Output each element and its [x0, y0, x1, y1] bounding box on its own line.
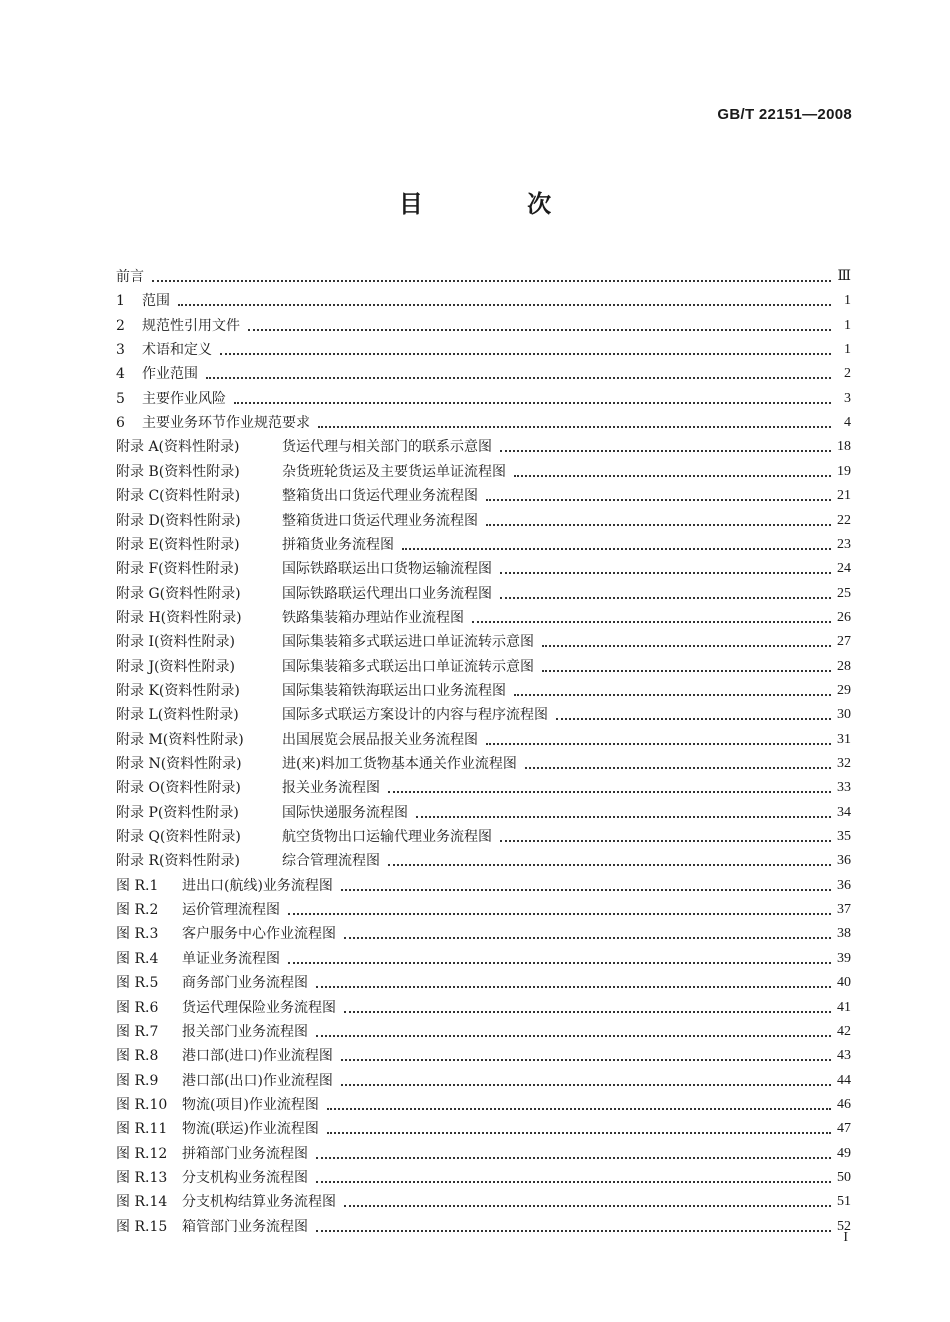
toc-entry[interactable]: [116, 1114, 851, 1138]
toc-entry-label: 拼箱货业务流程图: [282, 536, 394, 553]
toc-entry-label: 物流(联运)作业流程图: [182, 1121, 319, 1138]
toc-entry-page: 18: [837, 439, 851, 455]
toc-entry[interactable]: [116, 1041, 851, 1065]
toc-entry-label: 铁路集装箱办理站作业流程图: [282, 609, 464, 626]
toc-entry-page: Ⅲ: [837, 269, 851, 284]
toc-entry-page: 3: [844, 390, 851, 406]
dot-leader: [344, 1204, 831, 1207]
dot-leader: [402, 547, 831, 550]
toc-entry-label: 规范性引用文件: [142, 317, 240, 334]
toc-entry-label: 商务部门业务流程图: [182, 975, 308, 992]
toc-entry-number: 附录 F(资料性附录): [116, 561, 240, 578]
toc-entry-label: 国际多式联运方案设计的内容与程序流程图: [282, 707, 548, 724]
toc-entry-label: 前言: [116, 269, 144, 285]
toc-entry-label: 主要作业风险: [142, 390, 226, 407]
toc-entry[interactable]: [116, 652, 851, 676]
toc-entry-label: 箱管部门业务流程图: [182, 1218, 308, 1235]
toc-entry-number: 图 R.11: [116, 1121, 168, 1138]
dot-leader: [341, 1058, 831, 1061]
toc-entry-number: 图 R.5: [116, 975, 159, 992]
toc-entry-page: 36: [837, 853, 851, 869]
toc-entry-page: 29: [837, 682, 851, 698]
toc-entry-number: 附录 H(资料性附录): [116, 609, 242, 626]
dot-leader: [248, 328, 831, 331]
toc-entry-number: 4: [116, 366, 125, 383]
toc-entry[interactable]: [116, 1212, 851, 1236]
toc-entry-page: 26: [837, 609, 851, 625]
toc-entry-number: 附录 L(资料性附录): [116, 707, 239, 724]
toc-entry-label: 国际集装箱多式联运出口单证流转示意图: [282, 658, 534, 675]
toc-entry[interactable]: [116, 603, 851, 627]
toc-entry[interactable]: [116, 919, 851, 943]
toc-entry-page: 1: [844, 317, 851, 333]
toc-entry-number: 6: [116, 415, 125, 432]
toc-entry-page: 28: [837, 658, 851, 674]
toc-entry-label: 客户服务中心作业流程图: [182, 926, 336, 943]
toc-entry-number: 图 R.8: [116, 1048, 159, 1065]
dot-leader: [327, 1107, 831, 1110]
toc-entry-number: 2: [116, 317, 125, 334]
toc-entry[interactable]: [116, 700, 851, 724]
dot-leader: [316, 1180, 831, 1183]
toc-entry-page: 42: [837, 1023, 851, 1039]
toc-entry-page: 1: [844, 342, 851, 358]
toc-entry-page: 47: [837, 1121, 851, 1137]
toc-entry-label: 分支机构业务流程图: [182, 1169, 308, 1186]
toc-entry-number: 附录 E(资料性附录): [116, 536, 240, 553]
toc-entry-label: 国际铁路联运代理出口业务流程图: [282, 585, 492, 602]
toc-entry-label: 国际集装箱铁海联运出口业务流程图: [282, 682, 506, 699]
toc-entry-number: 图 R.14: [116, 1194, 168, 1211]
toc-entry[interactable]: [116, 384, 851, 408]
toc-entry[interactable]: [116, 506, 851, 530]
toc-entry-label: 术语和定义: [142, 342, 212, 359]
toc-entry[interactable]: [116, 627, 851, 651]
dot-leader: [341, 888, 831, 891]
dot-leader: [472, 620, 831, 623]
dot-leader: [500, 596, 831, 599]
toc-entry-number: 图 R.2: [116, 902, 159, 919]
toc-entry-number: 附录 D(资料性附录): [116, 512, 241, 529]
toc-entry-number: 附录 M(资料性附录): [116, 731, 244, 748]
dot-leader: [318, 425, 831, 428]
dot-leader: [178, 303, 831, 306]
dot-leader: [288, 912, 831, 915]
toc-entry[interactable]: [116, 262, 851, 286]
toc-entry-label: 整箱货进口货运代理业务流程图: [282, 512, 478, 529]
toc-entry[interactable]: [116, 993, 851, 1017]
toc-entry[interactable]: [116, 579, 851, 603]
toc-entry-label: 整箱货出口货运代理业务流程图: [282, 488, 478, 505]
toc-entry-label: 分支机构结算业务流程图: [182, 1194, 336, 1211]
dot-leader: [234, 401, 831, 404]
toc-entry-page: 39: [837, 950, 851, 966]
dot-leader: [220, 352, 831, 355]
toc-entry-page: 38: [837, 926, 851, 942]
toc-entry-label: 报关业务流程图: [282, 780, 380, 797]
toc-entry-label: 综合管理流程图: [282, 853, 380, 870]
toc-entry-number: 附录 I(资料性附录): [116, 634, 235, 651]
toc-entry-number: 图 R.1: [116, 877, 159, 894]
toc-entry[interactable]: [116, 1163, 851, 1187]
toc-entry-number: 附录 G(资料性附录): [116, 585, 241, 602]
toc-entry-label: 出国展览会展品报关业务流程图: [282, 731, 478, 748]
toc-entry-page: 27: [837, 634, 851, 650]
toc-entry-page: 19: [837, 463, 851, 479]
toc-entry-page: 22: [837, 512, 851, 528]
dot-leader: [416, 815, 831, 818]
toc-entry-label: 进出口(航线)业务流程图: [182, 877, 333, 894]
toc-entry-page: 51: [837, 1194, 851, 1210]
dot-leader: [486, 742, 831, 745]
toc-entry-label: 港口部(进口)作业流程图: [182, 1048, 333, 1065]
dot-leader: [542, 669, 831, 672]
dot-leader: [327, 1131, 831, 1134]
page-number: I: [843, 1230, 848, 1245]
dot-leader: [288, 961, 831, 964]
dot-leader: [500, 571, 831, 574]
toc-entry-label: 货运代理保险业务流程图: [182, 999, 336, 1016]
toc-entry[interactable]: [116, 554, 851, 578]
toc-entry-label: 主要业务环节作业规范要求: [142, 415, 310, 432]
toc-entry-number: 图 R.3: [116, 926, 159, 943]
dot-leader: [486, 523, 831, 526]
toc-entry-label: 作业范围: [142, 366, 198, 383]
toc-entry[interactable]: [116, 530, 851, 554]
dot-leader: [341, 1083, 831, 1086]
toc-entry-page: 43: [837, 1048, 851, 1064]
dot-leader: [316, 1034, 831, 1037]
toc-entry-page: 24: [837, 561, 851, 577]
toc-entry-label: 港口部(出口)作业流程图: [182, 1072, 333, 1089]
toc-entry-page: 32: [837, 756, 851, 771]
toc-entry-page: 34: [837, 804, 851, 820]
toc-entry[interactable]: [116, 359, 851, 383]
toc-entry[interactable]: [116, 968, 851, 992]
dot-leader: [556, 717, 831, 720]
toc-entry-page: 50: [837, 1169, 851, 1185]
toc-entry-label: 单证业务流程图: [182, 950, 280, 967]
toc-entry-label: 国际铁路联运出口货物运输流程图: [282, 561, 492, 578]
toc-entry-label: 拼箱部门业务流程图: [182, 1145, 308, 1162]
toc-entry[interactable]: [116, 749, 851, 773]
toc-entry-number: 图 R.7: [116, 1023, 159, 1040]
toc-entry[interactable]: [116, 311, 851, 335]
toc-entry-label: 货运代理与相关部门的联系示意图: [282, 439, 492, 456]
toc-entry-page: 44: [837, 1072, 851, 1088]
toc-entry[interactable]: [116, 1090, 851, 1114]
toc-entry-page: 40: [837, 975, 851, 991]
toc-entry-page: 31: [837, 731, 851, 747]
toc-entry[interactable]: [116, 432, 851, 456]
toc-entry[interactable]: [116, 1187, 851, 1211]
toc-entry[interactable]: [116, 895, 851, 919]
dot-leader: [514, 474, 831, 477]
dot-leader: [316, 1229, 831, 1232]
toc-entry-number: 图 R.10: [116, 1096, 168, 1113]
toc-entry-number: 附录 N(资料性附录): [116, 756, 242, 772]
toc-entry-number: 图 R.4: [116, 950, 159, 967]
toc-entry[interactable]: [116, 944, 851, 968]
dot-leader: [388, 863, 831, 866]
toc-entry-number: 附录 P(资料性附录): [116, 804, 239, 821]
toc-entry-number: 附录 A(资料性附录): [116, 439, 240, 456]
toc-entry[interactable]: [116, 1066, 851, 1090]
toc-entry-page: 23: [837, 536, 851, 552]
toc-entry-page: 4: [844, 415, 851, 431]
toc-entry[interactable]: [116, 676, 851, 700]
dot-leader: [316, 1156, 831, 1159]
toc-entry[interactable]: [116, 335, 851, 359]
toc-entry-number: 附录 O(资料性附录): [116, 780, 241, 797]
toc-entry[interactable]: [116, 725, 851, 749]
toc-entry-number: 附录 K(资料性附录): [116, 682, 240, 699]
toc-entry-page: 33: [837, 780, 851, 796]
toc-entry-label: 物流(项目)作业流程图: [182, 1096, 319, 1113]
toc-entry-page: 41: [837, 999, 851, 1015]
toc-entry-label: 运价管理流程图: [182, 902, 280, 919]
dot-leader: [344, 1010, 831, 1013]
toc-entry[interactable]: [116, 481, 851, 505]
toc-entry-page: 2: [844, 366, 851, 382]
toc-entry-number: 图 R.15: [116, 1218, 168, 1235]
toc-entry-number: 附录 J(资料性附录): [116, 658, 235, 675]
toc-entry[interactable]: [116, 1139, 851, 1163]
toc-entry[interactable]: [116, 408, 851, 432]
page-title: 目 次: [398, 190, 600, 218]
toc-entry-page: 52: [837, 1218, 851, 1234]
toc-entry[interactable]: [116, 286, 851, 310]
dot-leader: [500, 449, 831, 452]
toc-entry-number: 附录 Q(资料性附录): [116, 829, 241, 846]
toc-entry[interactable]: [116, 798, 851, 822]
toc-entry-label: 报关部门业务流程图: [182, 1023, 308, 1040]
toc-entry-number: 5: [116, 390, 125, 407]
dot-leader: [152, 279, 831, 282]
toc-entry-number: 图 R.12: [116, 1145, 168, 1162]
toc-entry-number: 1: [116, 293, 125, 310]
standard-code: GB/T 22151—2008: [717, 106, 852, 123]
dot-leader: [388, 790, 831, 793]
toc-entry-number: 图 R.13: [116, 1169, 168, 1186]
toc-entry-number: 附录 C(资料性附录): [116, 488, 241, 505]
dot-leader: [206, 376, 831, 379]
toc-entry-label: 国际集装箱多式联运进口单证流转示意图: [282, 634, 534, 651]
toc-entry-page: 37: [837, 902, 851, 918]
dot-leader: [514, 693, 831, 696]
toc-entry-label: 范围: [142, 293, 170, 310]
toc-entry-label: 国际快递服务流程图: [282, 804, 408, 821]
toc-entry[interactable]: [116, 1017, 851, 1041]
toc-entry-page: 30: [837, 707, 851, 723]
toc-entry[interactable]: [116, 773, 851, 797]
toc-entry-page: 49: [837, 1145, 851, 1161]
toc-entry-page: 36: [837, 877, 851, 893]
dot-leader: [500, 839, 831, 842]
toc-entry-number: 3: [116, 342, 125, 359]
toc-entry-label: 进(来)料加工货物基本通关作业流程图: [282, 756, 517, 772]
dot-leader: [486, 498, 831, 501]
toc-entry-page: 21: [837, 488, 851, 504]
toc-entry-page: 35: [837, 829, 851, 845]
toc-entry-label: 杂货班轮货运及主要货运单证流程图: [282, 463, 506, 480]
toc-entry-number: 附录 B(资料性附录): [116, 463, 240, 480]
toc-entry-number: 附录 R(资料性附录): [116, 853, 240, 870]
toc-entry-page: 46: [837, 1096, 851, 1112]
toc-entry[interactable]: [116, 457, 851, 481]
toc-entry[interactable]: [116, 871, 851, 895]
toc-entry[interactable]: [116, 846, 851, 870]
toc-entry-page: 1: [844, 293, 851, 309]
dot-leader: [344, 936, 831, 939]
toc-entry-number: 图 R.6: [116, 999, 159, 1016]
toc-entry[interactable]: [116, 822, 851, 846]
dot-leader: [316, 985, 831, 988]
dot-leader: [542, 644, 831, 647]
toc-entry-label: 航空货物出口运输代理业务流程图: [282, 829, 492, 846]
dot-leader: [525, 766, 831, 769]
toc-entry-page: 25: [837, 585, 851, 601]
toc-entry-number: 图 R.9: [116, 1072, 159, 1089]
